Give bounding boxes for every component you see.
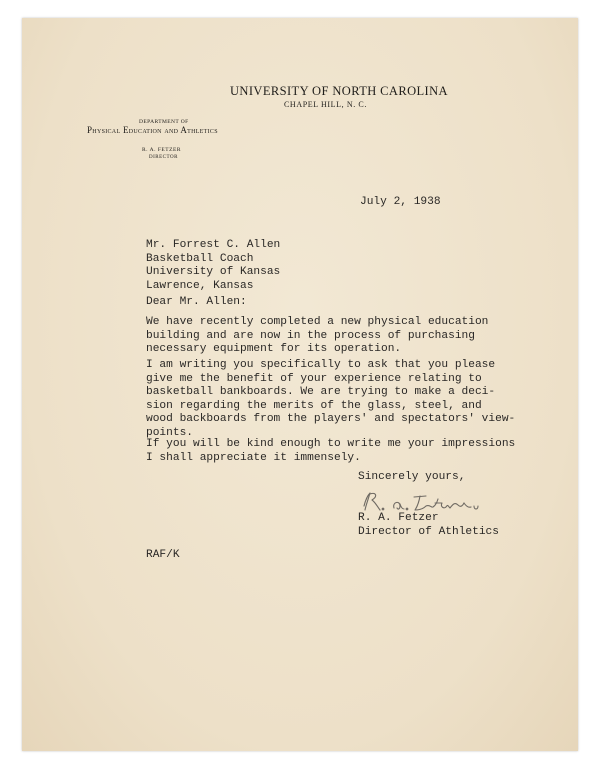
body-line: give me the benefit of your experience relating to	[146, 372, 482, 385]
department-name: Physical Education and Athletics	[87, 125, 218, 135]
body-line: I am writing you specifically to ask that you please	[146, 359, 496, 371]
body-line: wood backboards from the players' and spectators' view-	[146, 413, 516, 426]
body-paragraph-1	[146, 316, 488, 357]
salutation: Dear Mr. Allen:	[146, 296, 247, 308]
signer-title: Director of Athletics	[358, 526, 499, 538]
body-line: points.	[146, 426, 193, 439]
letter-page	[22, 18, 578, 751]
department-label: DEPARTMENT OF	[139, 119, 189, 125]
address-line: Mr. Forrest C. Allen	[146, 239, 281, 251]
body-line: We have recently completed a new physical education	[146, 316, 489, 328]
letterhead-director-title: DIRECTOR	[149, 155, 178, 160]
letter-date: July 2, 1938	[360, 196, 441, 208]
university-name: UNIVERSITY OF NORTH CAROLINA	[230, 84, 448, 98]
letterhead-director-name: R. A. FETZER	[142, 147, 182, 153]
inside-address	[146, 239, 280, 293]
body-paragraph-2	[146, 359, 515, 441]
body-line: basketball bankboards. We are trying to make a deci-	[146, 386, 496, 399]
address-line: Basketball Coach	[146, 252, 254, 265]
address-line: Lawrence, Kansas	[146, 279, 254, 292]
reference-initials: RAF/K	[146, 549, 180, 561]
body-line: I shall appreciate it immensely.	[146, 451, 361, 464]
body-line: sion regarding the merits of the glass, steel, and	[146, 399, 482, 412]
body-line: necessary equipment for its operation.	[146, 343, 402, 356]
body-line: If you will be kind enough to write me your impressions	[146, 438, 516, 450]
body-paragraph-3	[146, 438, 515, 465]
closing: Sincerely yours,	[358, 471, 466, 483]
signer-name: R. A. Fetzer	[358, 512, 439, 524]
body-line: building and are now in the process of purchasing	[146, 329, 475, 342]
university-location: CHAPEL HILL, N. C.	[284, 100, 367, 109]
address-line: University of Kansas	[146, 266, 281, 279]
